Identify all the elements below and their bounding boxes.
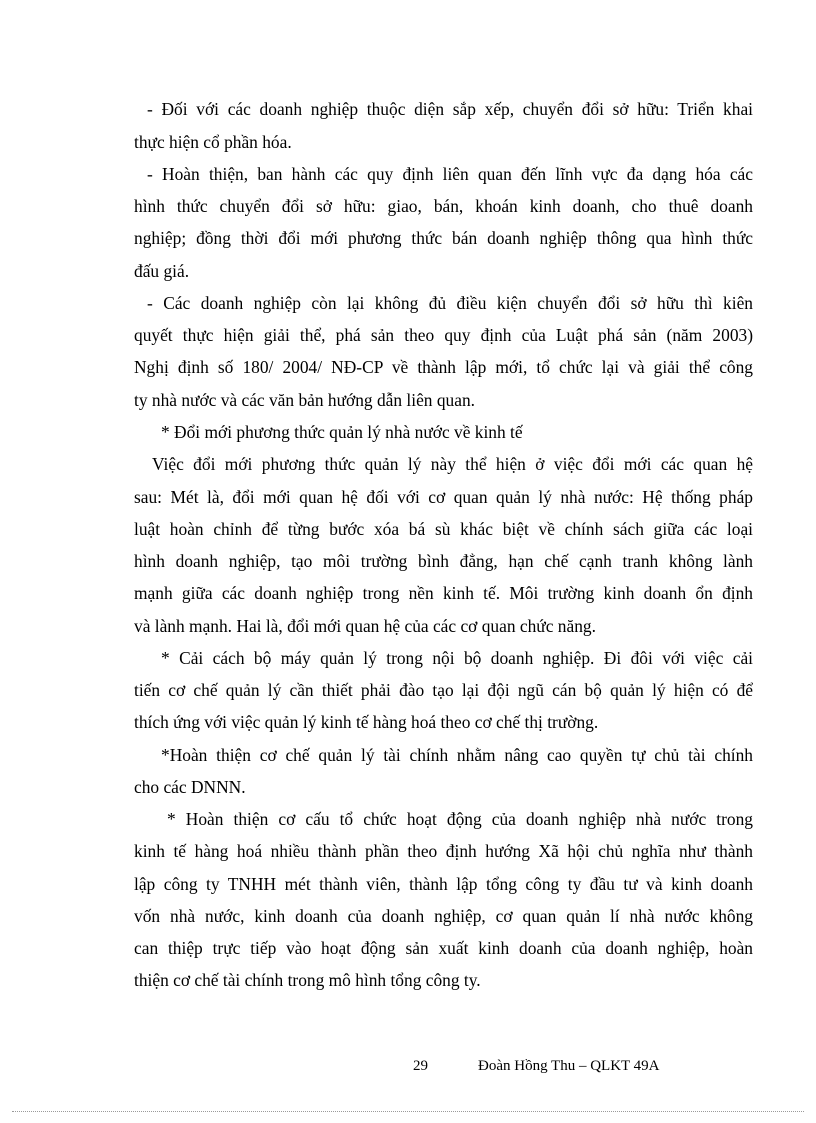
text-line: Việc đổi mới phương thức quản lý này thể hiện ở việc đổi mới các quan hệ [152, 454, 753, 474]
text-line: luật hoàn chỉnh để từng bước xóa bá sù khác biệt về chính sách giữa các loại [134, 519, 753, 539]
text-line: lập công ty TNHH mét thành viên, thành lập tổng công ty đầu tư và kinh doanh [134, 874, 753, 894]
text-line: sau: Mét là, đổi mới quan hệ đối với cơ quan quản lý nhà nước: Hệ thống pháp [134, 487, 753, 507]
text-line: can thiệp trực tiếp vào hoạt động sản xuất kinh doanh của doanh nghiệp, hoàn [134, 938, 753, 958]
text-line: *Hoàn thiện cơ chế quản lý tài chính nhằm nâng cao quyền tự chủ tài chính [161, 745, 753, 765]
text-line: cho các DNNN. [134, 777, 246, 797]
text-line: thích ứng với việc quản lý kinh tế hàng hoá theo cơ chế thị trường. [134, 712, 599, 732]
text-line: quyết thực hiện giải thể, phá sản theo quy định của Luật phá sản (năm 2003) [134, 325, 753, 345]
text-line: Nghị định số 180/ 2004/ NĐ-CP về thành lập mới, tổ chức lại và giải thể công [134, 357, 753, 377]
text-line: - Đối với các doanh nghiệp thuộc diện sắp xếp, chuyển đổi sở hữu: Triển khai [147, 99, 753, 119]
text-line: kinh tế hàng hoá nhiều thành phần theo định hướng Xã hội chủ nghĩa như thành [134, 841, 753, 861]
footer-author: Đoàn Hồng Thu – QLKT 49A [478, 1058, 660, 1074]
text-line: hình thức chuyển đổi sở hữu: giao, bán, khoán kinh doanh, cho thuê doanh [134, 196, 753, 216]
text-line: thực hiện cổ phần hóa. [134, 132, 292, 152]
footer-divider [12, 1111, 804, 1112]
text-line: vốn nhà nước, kinh doanh của doanh nghiệp, cơ quan quản lí nhà nước không [134, 906, 753, 926]
text-line: đấu giá. [134, 261, 190, 281]
text-line: nghiệp; đồng thời đổi mới phương thức bán doanh nghiệp thông qua hình thức [134, 228, 753, 248]
text-line: ty nhà nước và các văn bản hướng dẫn liên quan. [134, 390, 475, 410]
text-line: * Cải cách bộ máy quản lý trong nội bộ doanh nghiệp. Đi đôi với việc cải [161, 648, 753, 668]
page-number: 29 [413, 1058, 428, 1074]
text-line: tiến cơ chế quản lý cần thiết phải đào tạo lại đội ngũ cán bộ quản lý hiện có để [134, 680, 753, 700]
text-line: - Hoàn thiện, ban hành các quy định liên quan đến lĩnh vực đa dạng hóa các [147, 164, 753, 184]
text-line: hình doanh nghiệp, tạo môi trường bình đẳng, hạn chế cạnh tranh không lành [134, 551, 753, 571]
text-line: - Các doanh nghiệp còn lại không đủ điều kiện chuyển đổi sở hữu thì kiên [147, 293, 753, 313]
text-line: và lành mạnh. Hai là, đổi mới quan hệ của các cơ quan chức năng. [134, 616, 596, 636]
text-line: thiện cơ chế tài chính trong mô hình tổng công ty. [134, 970, 481, 990]
text-line: * Hoàn thiện cơ cấu tổ chức hoạt động của doanh nghiệp nhà nước trong [167, 809, 753, 829]
section-heading: * Đổi mới phương thức quản lý nhà nước về kinh tế [161, 422, 523, 442]
text-line: mạnh giữa các doanh nghiệp trong nền kinh tế. Môi trường kinh doanh ổn định [134, 583, 753, 603]
